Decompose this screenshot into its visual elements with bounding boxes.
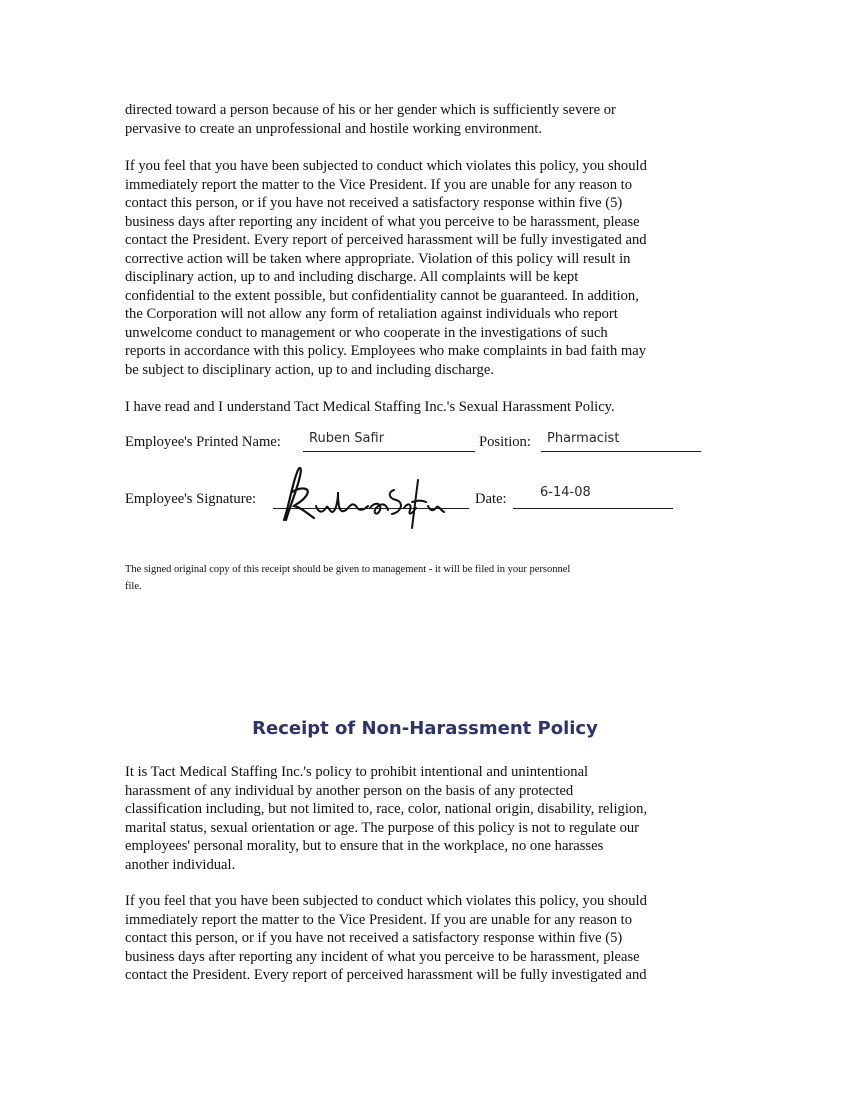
management-note — [125, 561, 725, 595]
text-line: file. — [125, 580, 142, 592]
text-line: reports in accordance with this policy. Employees who make complaints in bad faith may — [125, 343, 647, 359]
date-value: 6-14-08 — [540, 485, 591, 500]
paragraph-policy — [125, 763, 725, 874]
text-line: corrective action will be taken where appropriate. Violation of this policy will result in — [125, 250, 631, 267]
position-value: Pharmacist — [547, 431, 620, 446]
text-line: another individual. — [125, 856, 236, 873]
text-line: be subject to disciplinary action, up to and including discharge. — [125, 361, 494, 378]
text-line: immediately report the matter to the Vice President. If you are unable for any reason to — [125, 911, 633, 928]
text-line: contact the President. Every report of perceived harassment will be fully investigated and — [125, 232, 647, 248]
name-position-row — [125, 431, 745, 458]
text-line: The signed original copy of this receipt should be given to management - it will be filed in your personnel — [125, 563, 571, 575]
text-line: marital status, sexual orientation or age. The purpose of this policy is not to regulate our — [125, 819, 640, 836]
text-line: business days after reporting any incident of what you perceive to be harassment, please — [125, 213, 640, 230]
date-line[interactable] — [513, 508, 673, 509]
text-line: immediately report the matter to the Vice President. If you are unable for any reason to — [125, 176, 633, 193]
text-line: If you feel that you have been subjected to conduct which violates this policy, you should — [125, 893, 647, 909]
text-line: contact this person, or if you have not received a satisfactory response within five (5) — [125, 930, 623, 946]
text-line: confidential to the extent possible, but confidentiality cannot be guaranteed. In addition, — [125, 287, 639, 304]
paragraph-top — [125, 101, 725, 138]
printed-name-value: Ruben Safir — [309, 431, 385, 446]
position-line[interactable] — [541, 451, 701, 452]
signature-image — [272, 462, 452, 532]
printed-name-line[interactable] — [303, 451, 475, 452]
text-line: It is Tact Medical Staffing Inc.'s policy to prohibit intentional and unintentional — [125, 764, 589, 780]
text-line: business days after reporting any incident of what you perceive to be harassment, please — [125, 948, 640, 965]
text-line: If you feel that you have been subjected to conduct which violates this policy, you should — [125, 158, 647, 174]
text-line: contact this person, or if you have not received a satisfactory response within five (5) — [125, 195, 623, 211]
text-line: harassment of any individual by another person on the basis of any protected — [125, 782, 574, 799]
text-line: unwelcome conduct to management or who cooperate in the investigations of such — [125, 324, 608, 341]
date-label: Date: — [475, 491, 507, 507]
text-line: contact the President. Every report of perceived harassment will be fully investigated and — [125, 967, 647, 983]
signature-label: Employee's Signature: — [125, 491, 257, 507]
text-line: pervasive to create an unprofessional and hostile working environment. — [125, 120, 543, 137]
text-line: disciplinary action, up to and including discharge. All complaints will be kept — [125, 269, 579, 285]
text-line: classification including, but not limited to, race, color, national origin, disability, religion, — [125, 801, 648, 817]
text-line: employees' personal morality, but to ensure that in the workplace, no one harasses — [125, 838, 604, 854]
position-label: Position: — [479, 434, 531, 450]
paragraph-report — [125, 157, 725, 379]
printed-name-label: Employee's Printed Name: — [125, 434, 281, 450]
text-line: the Corporation will not allow any form of retaliation against individuals who report — [125, 306, 618, 322]
acknowledgement-statement: I have read and I understand Tact Medical Staffing Inc.'s Sexual Harassment Policy. — [125, 399, 615, 415]
paragraph-report-2 — [125, 892, 725, 985]
text-line: directed toward a person because of his or her gender which is sufficiently severe or — [125, 102, 616, 118]
section-heading: Receipt of Non-Harassment Policy — [252, 718, 598, 739]
